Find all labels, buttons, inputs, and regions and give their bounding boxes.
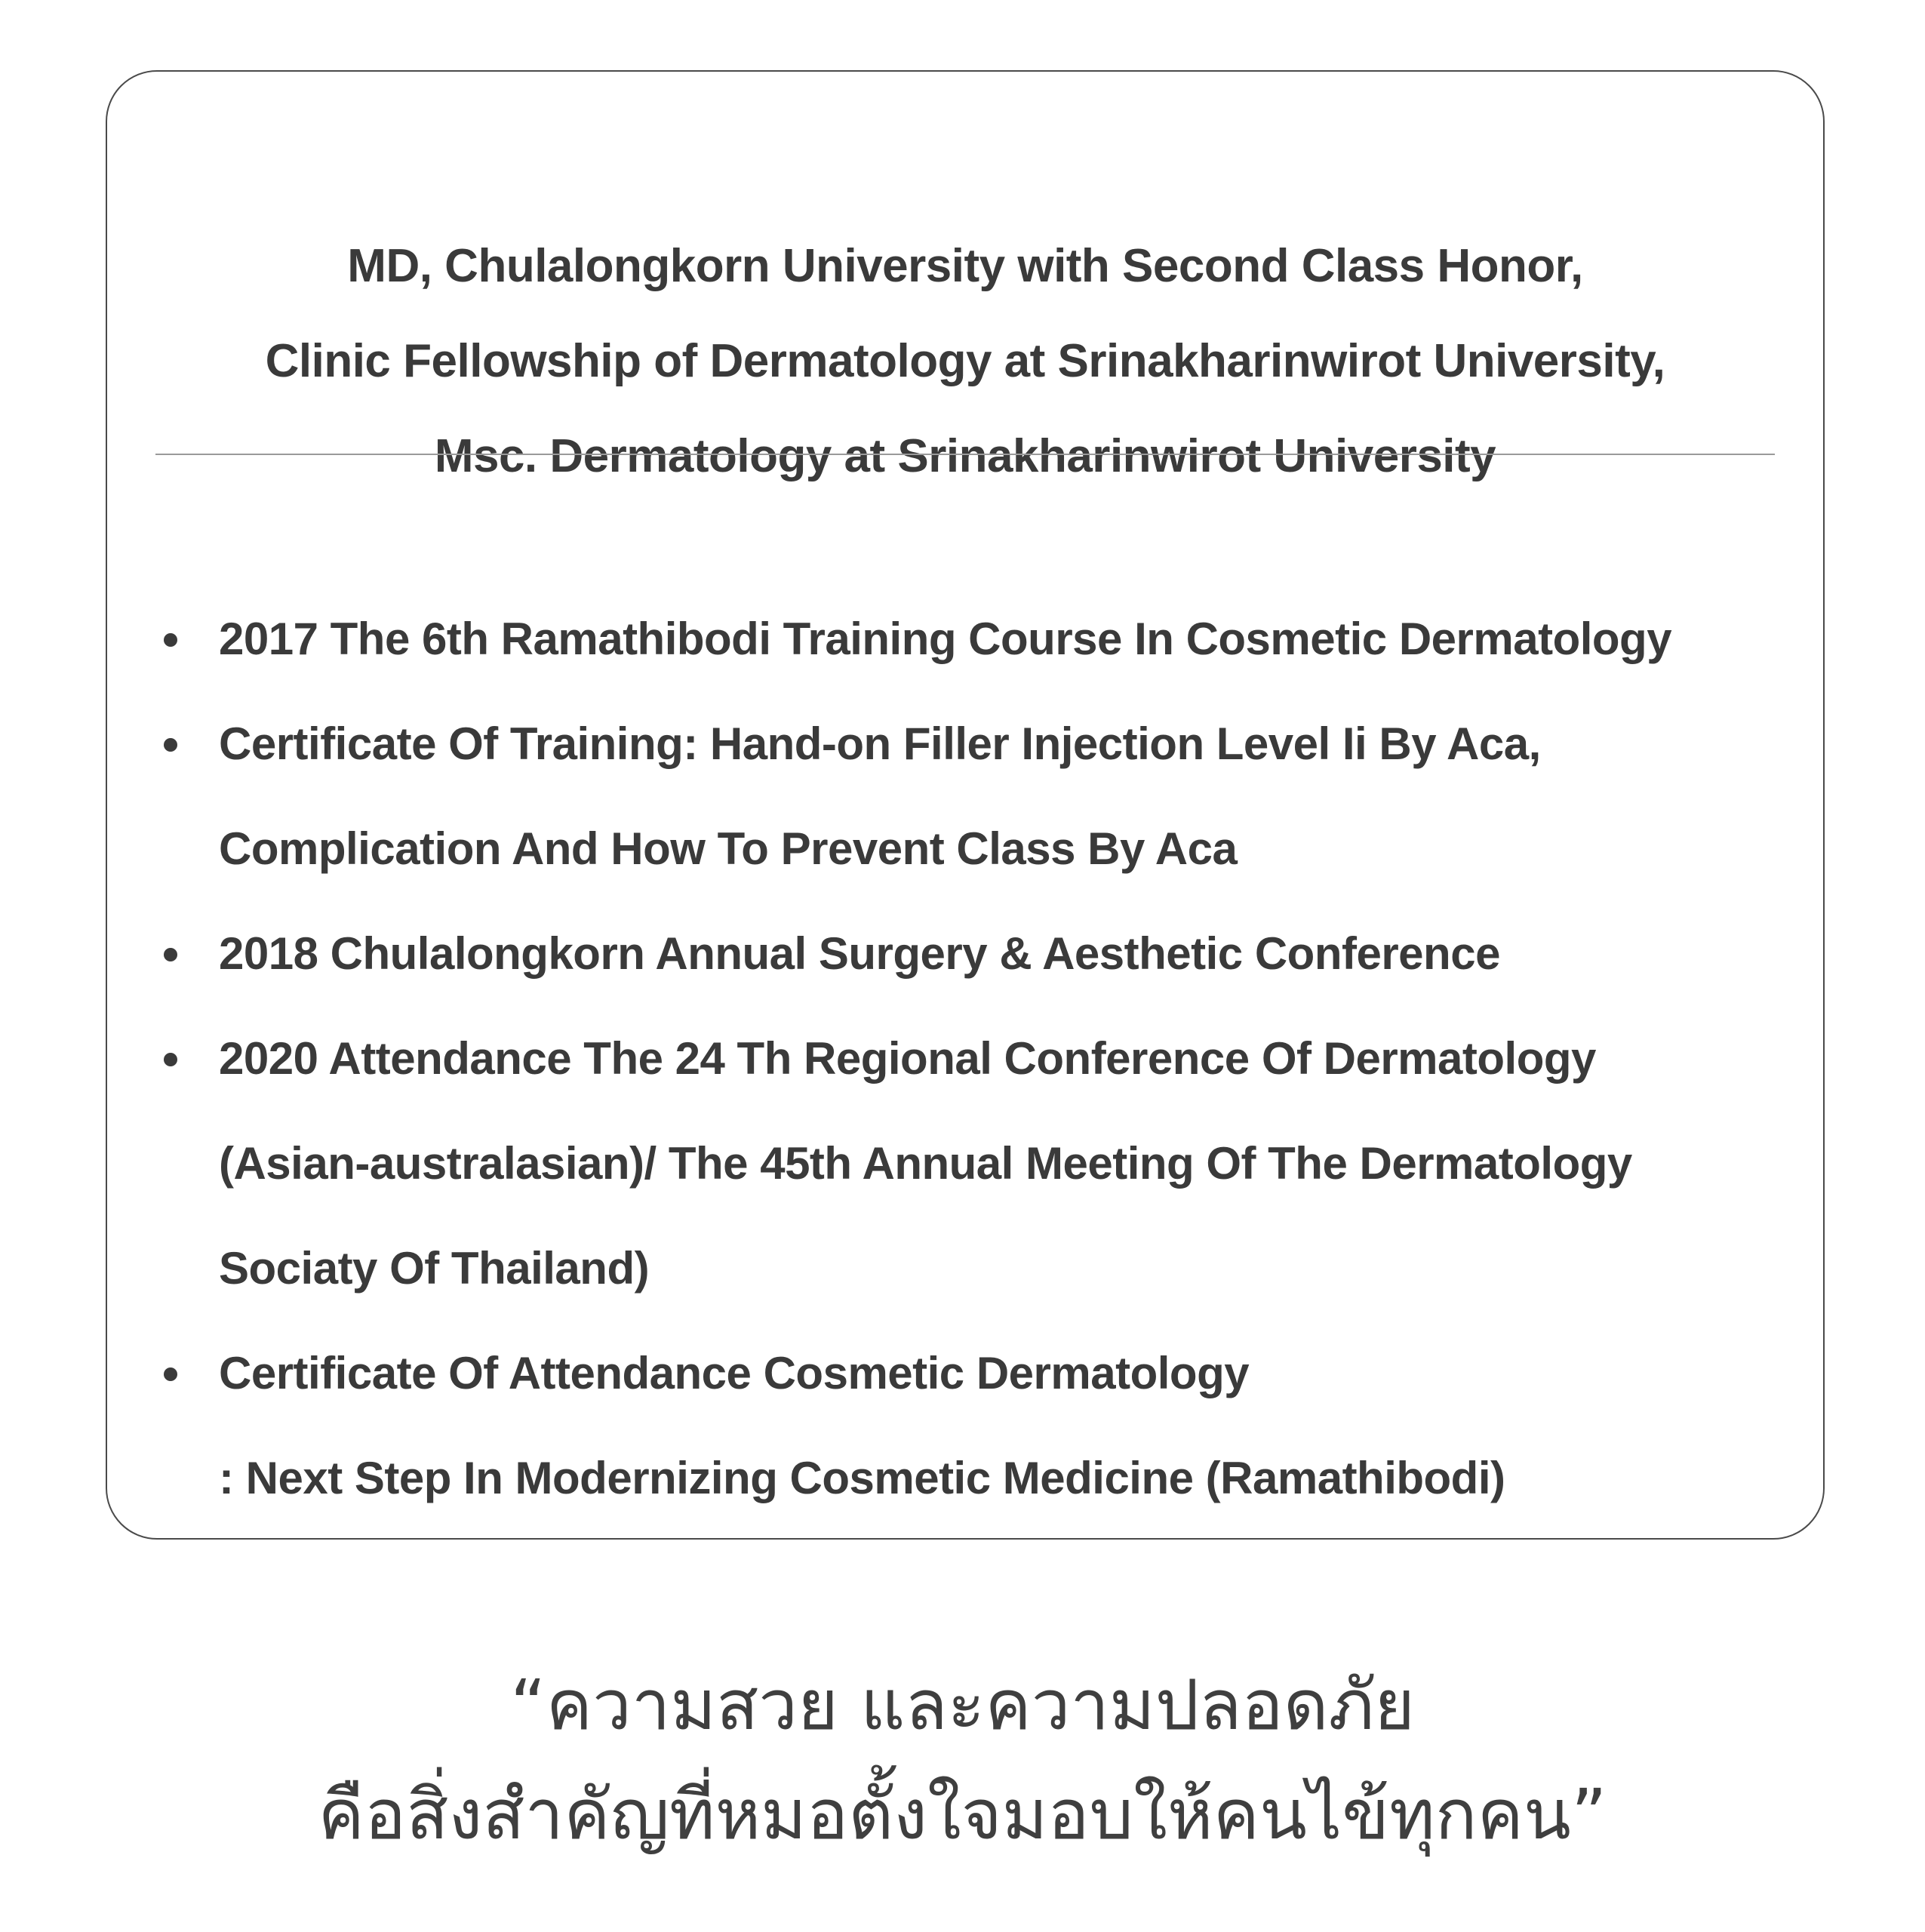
training-text: 2020 Attendance The 24 Th Regional Conference Of Dermatology [219,1033,1596,1084]
degree-item: Msc. Dermatology at Srinakharinwirot University [434,430,1496,482]
training-item [107,901,1823,1006]
bullet-icon [164,948,177,961]
degree-item: Clinic Fellowship of Dermatology at Srinakharinwirot University, [265,335,1665,387]
quote-line-1: “ความสวย และความปลอดภัย [509,1665,1416,1746]
bullet-icon [164,633,177,647]
bullet-icon [164,1367,177,1381]
bullet-icon [164,1053,177,1066]
degree-item: MD, Chulalongkorn University with Second Class Honor, [347,240,1583,292]
degrees-list [107,219,1823,504]
training-text: 2017 The 6th Ramathibodi Training Course In Cosmetic Dermatology [219,614,1672,664]
bullet-icon [164,738,177,752]
training-text: Certificate Of Training: Hand-on Filler Injection Level Ii By Aca, [219,718,1541,769]
quote-line-2: คือสิ่งสำคัญที่หมอตั้งใจมอบให้คนไข้ทุกคน” [318,1774,1607,1855]
training-text: 2018 Chulalongkorn Annual Surgery & Aesthetic Conference [219,928,1500,979]
training-item [107,691,1823,901]
training-text: (Asian-australasian)/ The 45th Annual Meeting Of The Dermatology [219,1138,1632,1189]
training-item [107,586,1823,691]
training-text: Complication And How To Prevent Class By Aca [219,823,1238,874]
training-text: Certificate Of Attendance Cosmetic Dermatology [219,1348,1250,1398]
credentials-card [106,70,1825,1540]
section-divider [155,454,1775,455]
training-text: : Next Step In Modernizing Cosmetic Medicine (Ramathibodi) [219,1453,1505,1503]
training-item [107,1321,1823,1531]
training-item [107,1006,1823,1321]
training-list [107,586,1823,1531]
training-text: Sociaty Of Thailand) [219,1243,650,1294]
